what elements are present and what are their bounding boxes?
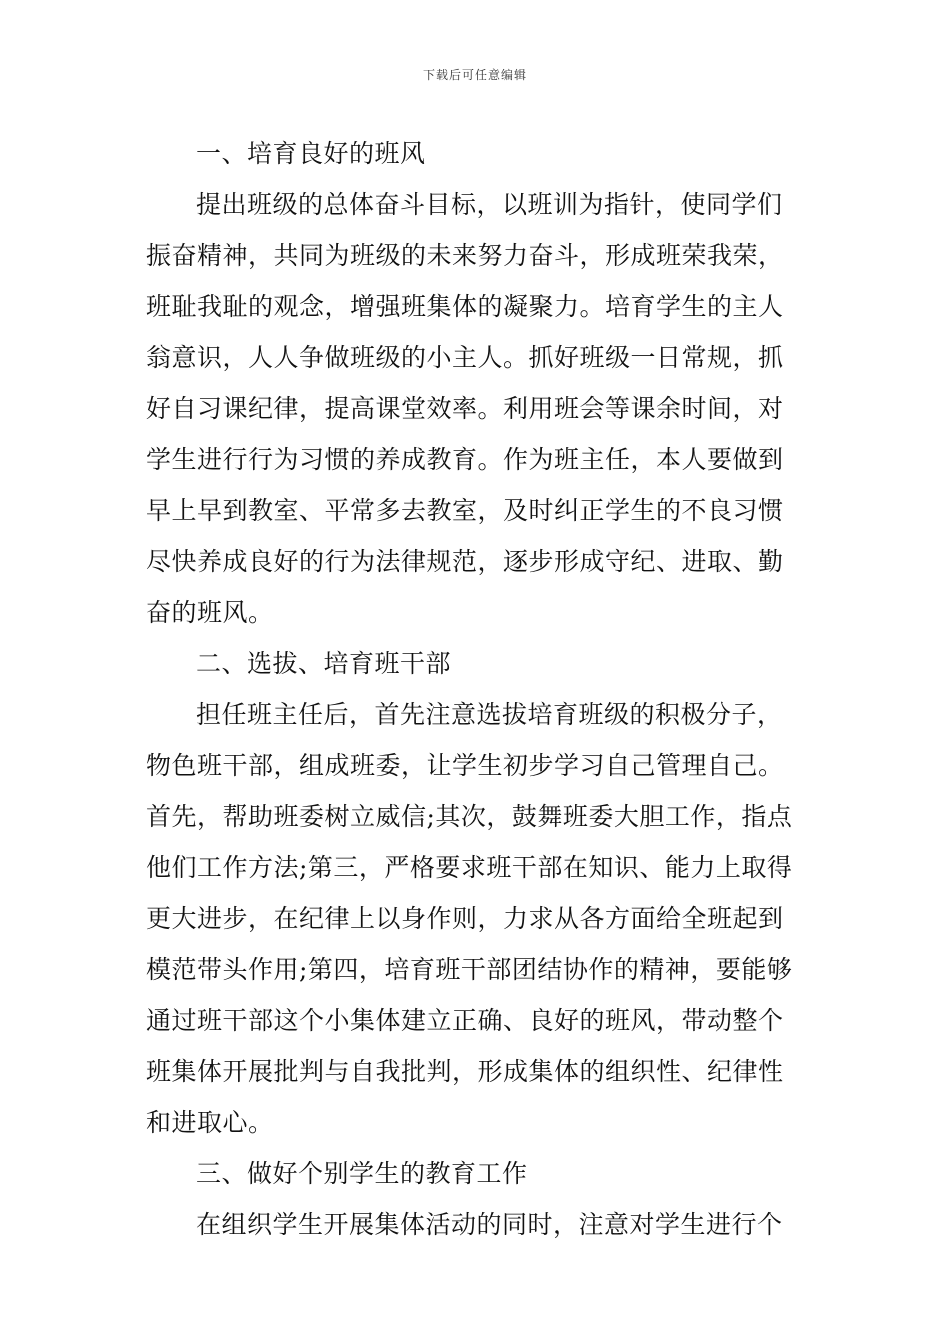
- text-line: 首先，帮助班委树立威信;其次，鼓舞班委大胆工作，指点: [146, 802, 793, 831]
- text-line: 班耻我耻的观念，增强班集体的凝聚力。培育学生的主人: [146, 292, 784, 321]
- text-line: 翁意识，人人争做班级的小主人。抓好班级一日常规，抓: [146, 343, 784, 372]
- text-line: 在组织学生开展集体活动的同时，注意对学生进行个: [196, 1210, 783, 1239]
- text-line: 通过班干部这个小集体建立正确、良好的班风，带动整个: [146, 1006, 784, 1035]
- text-line: 尽快养成良好的行为法律规范，逐步形成守纪、进取、勤: [146, 547, 784, 576]
- text-line: 物色班干部，组成班委，让学生初步学习自己管理自己。: [146, 751, 784, 780]
- text-line: 奋的班风。: [146, 598, 274, 627]
- page-header: 下载后可任意编辑: [422, 68, 527, 82]
- text-line: 提出班级的总体奋斗目标，以班训为指针，使同学们: [196, 190, 783, 219]
- text-line: 三、做好个别学生的教育工作: [196, 1159, 528, 1188]
- text-line: 和进取心。: [146, 1108, 274, 1137]
- text-line: 学生进行行为习惯的养成教育。作为班主任，本人要做到: [146, 445, 784, 474]
- text-line: 担任班主任后，首先注意选拔培育班级的积极分子，: [196, 700, 783, 729]
- text-line: 更大进步，在纪律上以身作则，力求从各方面给全班起到: [146, 904, 784, 933]
- document-body: [146, 128, 806, 1250]
- text-line: 班集体开展批判与自我批判，形成集体的组织性、纪律性: [146, 1057, 784, 1086]
- text-line: 二、选拔、培育班干部: [196, 649, 452, 678]
- text-line: 他们工作方法;第三，严格要求班干部在知识、能力上取得: [146, 853, 793, 882]
- text-line: 模范带头作用;第四，培育班干部团结协作的精神，要能够: [146, 955, 793, 984]
- text-line: 一、培育良好的班风: [196, 139, 426, 168]
- text-line: 好自习课纪律，提高课堂效率。利用班会等课余时间，对: [146, 394, 784, 423]
- text-line: 早上早到教室、平常多去教室，及时纠正学生的不良习惯: [146, 496, 784, 525]
- text-line: 振奋精神，共同为班级的未来努力奋斗，形成班荣我荣，: [146, 241, 784, 270]
